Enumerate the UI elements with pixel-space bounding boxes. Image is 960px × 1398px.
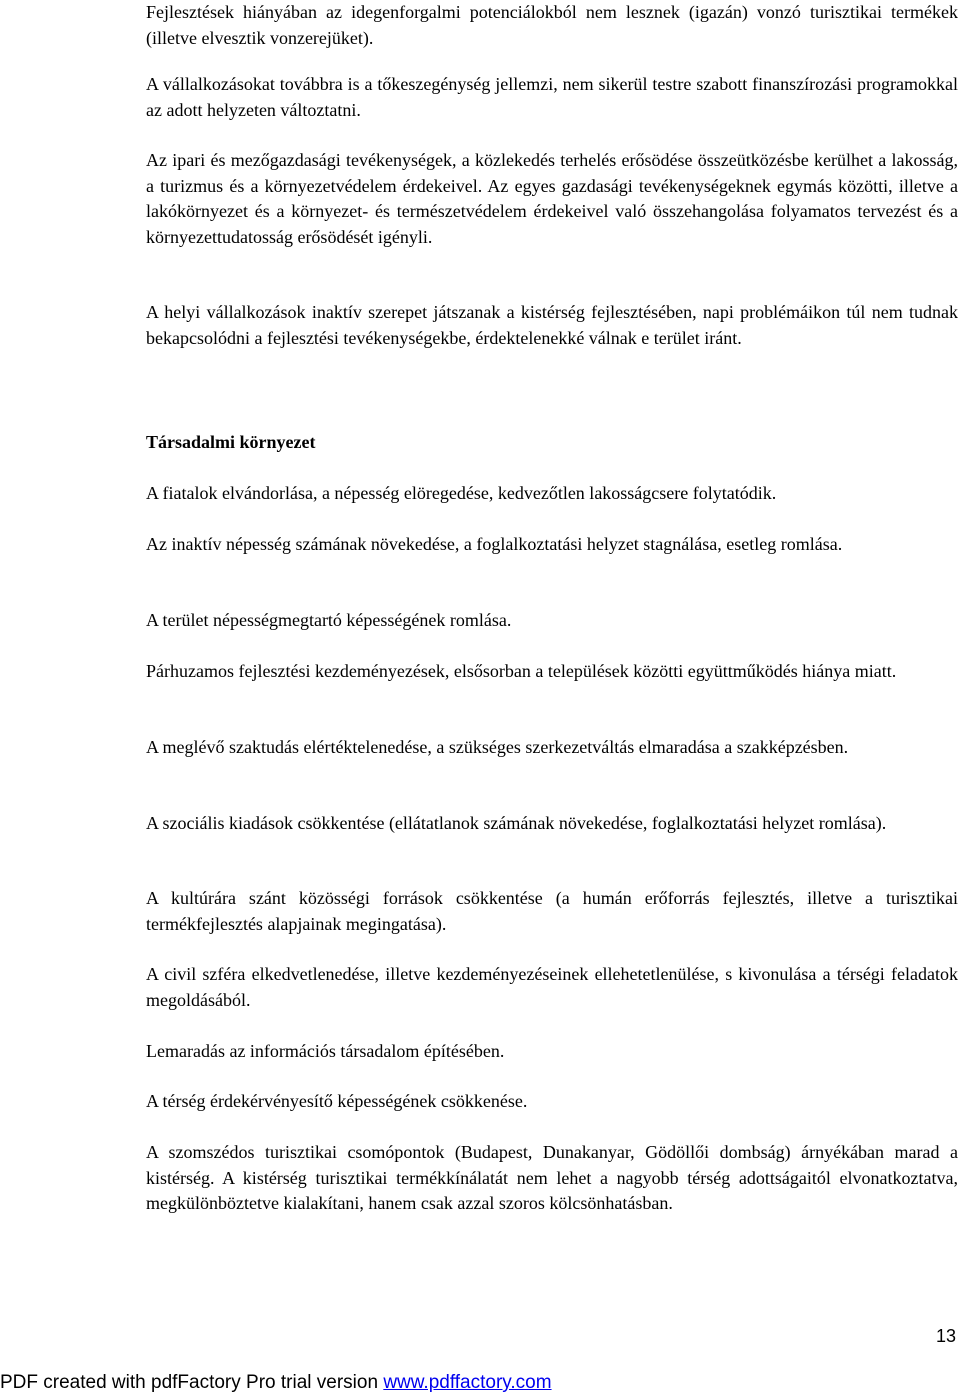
section-heading: Társadalmi környezet [146,432,316,452]
paragraph: A helyi vállalkozások inaktív szerepet játszanak a kistérség fejlesztésében, napi problémáikon túl nem tudnak bekapcsolódni a fejlesztési tevékenységekbe, érdektelenekké válnak e terület iránt. [146,302,958,348]
paragraph: A terület népességmegtartó képességének romlása. [146,610,512,630]
paragraph: Fejlesztések hiányában az idegenforgalmi potenciálokból nem lesznek (igazán) vonzó turisztikai termékek (illetve elvesztik vonzerejüket). [146,2,958,48]
paragraph: Párhuzamos fejlesztési kezdeményezések, elsősorban a települések közötti együttműködés hiánya miatt. [146,661,897,681]
paragraph: Lemaradás az információs társadalom építésében. [146,1041,505,1061]
paragraph: A szomszédos turisztikai csomópontok (Budapest, Dunakanyar, Gödöllői dombság) árnyékában marad a kistérség. A kistérség turisztikai termékkínálatát nem lehet a nagyobb térség adottságaitól elvonatkoztatva, megkülönböztetve kialakítani, hanem csak azzal szoros kölcsönhatásban. [146,1142,958,1213]
footer-link[interactable]: www.pdffactory.com [383,1372,552,1393]
paragraph: A szociális kiadások csökkentése (ellátatlanok számának növekedése, foglalkoztatási helyzet romlása). [146,813,887,833]
pdf-footer [0,1371,552,1395]
paragraph: A fiatalok elvándorlása, a népesség elöregedése, kedvezőtlen lakosságcsere folytatódik. [146,483,777,503]
paragraph: Az inaktív népesség számának növekedése, a foglalkoztatási helyzet stagnálása, esetleg romlása. [146,534,843,554]
paragraph: A civil szféra elkedvetlenedése, illetve kezdeményezéseinek ellehetetlenülése, s kivonulása a térségi feladatok megoldásából. [146,964,958,1010]
footer-text: PDF created with pdfFactory Pro trial version [0,1372,384,1393]
paragraph: A kultúrára szánt közösségi források csökkentése (a humán erőforrás fejlesztés, illetve a turisztikai termékfejlesztés alapjainak megingatása). [146,888,958,934]
paragraph: A vállalkozásokat továbbra is a tőkeszegénység jellemzi, nem sikerül testre szabott finanszírozási programokkal az adott helyzeten változtatni. [146,74,958,120]
page-number: 13 [935,1326,956,1346]
paragraph: Az ipari és mezőgazdasági tevékenységek, a közlekedés terhelés erősödése összeütközésbe kerülhet a lakosság, a turizmus és a környezetvédelem érdekeivel. Az egyes gazdasági tevékenységeknek egymás közötti, illetve a lakókörnyezet és a környezet- és természetvédelem érdekeivel való összehangolása folyamatos tervezést és a környezettudatosság erősödését igényli. [146,150,958,247]
paragraph: A meglévő szaktudás elértéktelenedése, a szükséges szerkezetváltás elmaradása a szakképzésben. [146,737,849,757]
paragraph: A térség érdekérvényesítő képességének csökkenése. [146,1091,528,1111]
